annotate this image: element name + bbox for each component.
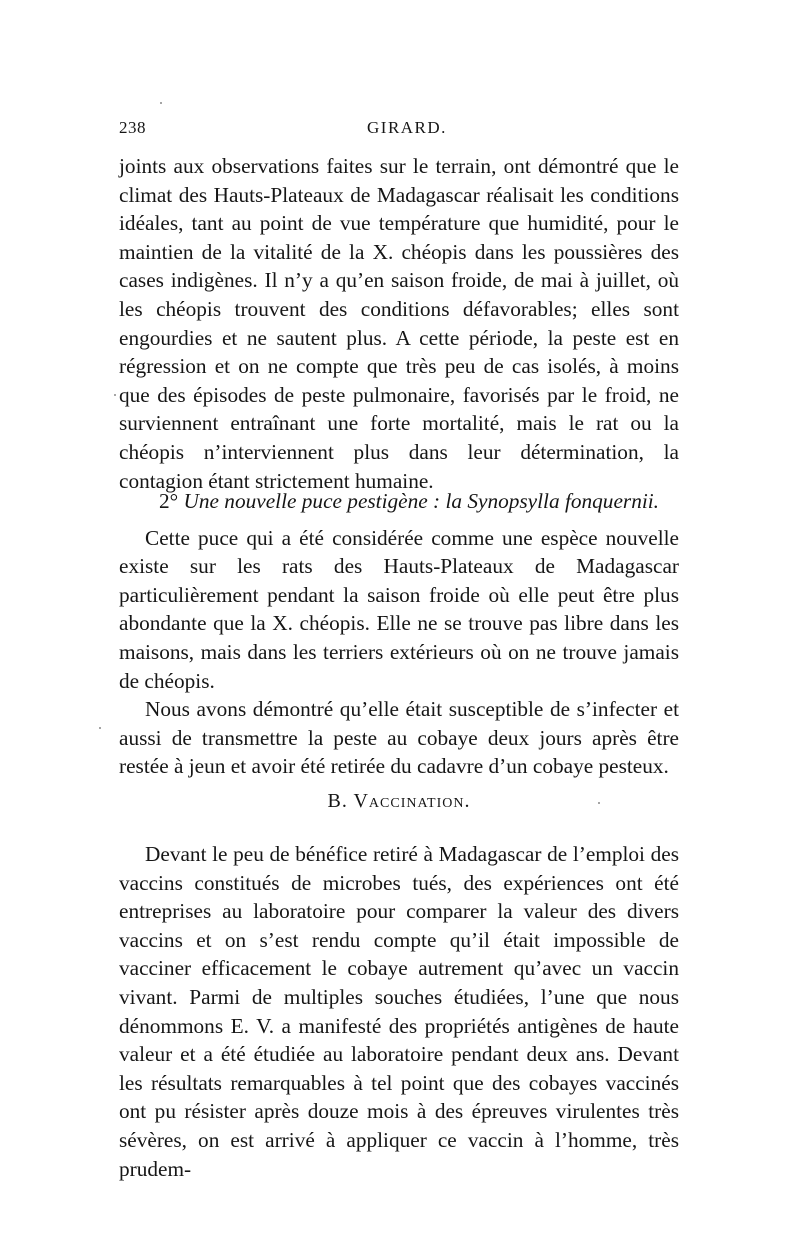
section-heading-vaccination: B. Vaccination. <box>327 790 471 812</box>
vaccination-paragraph: Devant le peu de bénéfice retiré à Madagascar de l’emploi des vaccins constitués de microbes tués, des expériences ont été entreprises au laboratoire pour comparer la valeur des divers vaccins et on s’est rendu compte qu’il était impossible de vacciner efficacement le cobaye autrement qu’avec un vaccin vivant. Parmi de multiples souches étudiées, l’une que nous dénommons E. V. a manifesté des propriétés antigènes de haute valeur et a été étudiée au laboratoire pendant deux ans. Devant les résultats remarquables à tel point que des cobayes vaccinés ont pu résister après douze mois à des épreuves virulentes très sévères, on est arrivé à appliquer ce vaccin à l’homme, très prudem- <box>119 842 679 1181</box>
vaccination-section <box>119 840 679 1183</box>
print-speck <box>99 727 101 729</box>
print-speck <box>598 802 600 804</box>
synopsylla-paragraph-2: Nous avons démontré qu’elle était susceptible de s’infecter et aussi de transmettre la peste au cobaye deux jours après être restée à jeun et avoir été retirée du cadavre d’un cobaye pesteux. <box>119 697 679 779</box>
subsection-number: 2° <box>159 489 179 513</box>
running-header <box>119 118 679 142</box>
page-number: 238 <box>119 118 146 137</box>
running-title: GIRARD. <box>367 118 447 137</box>
synopsylla-section <box>119 487 679 781</box>
print-speck <box>114 394 116 396</box>
continuation-paragraph: joints aux observations faites sur le terrain, ont démontré que le climat des Hauts-Plateaux de Madagascar réalisait les conditions idéales, tant au point de vue température que humidité, pour le maintien de la vitalité de la X. chéopis dans les poussières des cases indigènes. Il n’y a qu’en saison froide, de mai à juillet, où les chéopis trouvent des conditions défavorables; elles sont engourdies et ne sautent plus. A cette période, la peste est en régression et on ne compte que très peu de cas isolés, à moins que des épisodes de peste pulmonaire, favorisés par le froid, ne surviennent entraînant une forte mortalité, mais le rat ou la chéopis n’interviennent plus dans leur détermination, la contagion étant strictement humaine. <box>119 154 679 493</box>
print-speck <box>160 102 162 104</box>
subsection-heading <box>119 487 679 516</box>
synopsylla-paragraph-1: Cette puce qui a été considérée comme une espèce nouvelle existe sur les rats des Hauts-Plateaux de Madagascar particulièrement pendant la saison froide où elle peut être plus abondante que la X. chéopis. Elle ne se trouve pas libre dans les maisons, mais dans les terriers extérieurs où on ne trouve jamais de chéopis. <box>119 525 679 693</box>
continuation-block <box>119 152 679 495</box>
subsection-title: Une nouvelle puce pestigène : la Synopsylla fonquernii. <box>183 489 659 513</box>
